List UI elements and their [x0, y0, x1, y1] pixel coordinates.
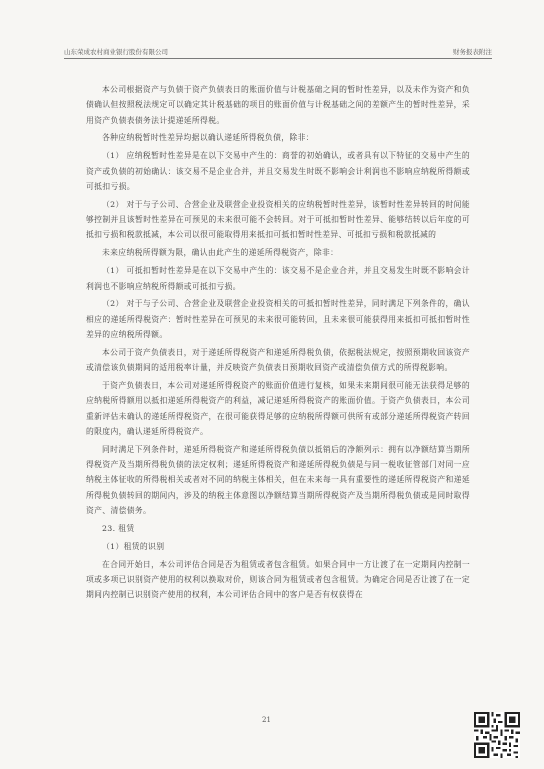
paragraph: （1） 可抵扣暂时性差异是在以下交易中产生的：该交易不是企业合并，并且交易发生时既不影响会计利润也不影响应纳税所得额或可抵扣亏损。: [86, 266, 470, 291]
paragraph: （2） 对于与子公司、合营企业及联营企业投资相关的应纳税暂时性差异，该暂时性差异转回的时间能够控制并且该暂时性差异在可预见的未来很可能不会转回。对于可抵扣暂时性差异、能够结转以后年度的可抵扣亏损和税款抵减，本公司以很可能取得用来抵扣可抵扣暂时性差异、可抵扣亏损和税款抵减的: [86, 199, 470, 240]
page-header: [64, 44, 492, 59]
page-number: 21: [262, 716, 271, 724]
paragraph: 本公司于资产负债表日，对于递延所得税资产和递延所得税负债，依据税法规定，按照预期收回该资产或清偿该负债期间的适用税率计量，并反映资产负债表日预期收回资产或清偿负债方式的所得税影响。: [86, 347, 470, 373]
document-body: [86, 82, 470, 605]
section-heading: 23. 租赁: [102, 523, 135, 533]
paragraph: （2） 对于与子公司、合营企业及联营企业投资相关的可抵扣暂时性差异，同时满足下列条件的，确认相应的递延所得税资产：暂时性差异在可预见的未来很可能转回，且未来很可能获得用来抵扣可抵扣暂时性差异的应纳税所得额。: [86, 299, 470, 340]
paragraph: （1） 应纳税暂时性差异是在以下交易中产生的：商誉的初始确认，或者具有以下特征的交易中产生的资产或负债的初始确认：该交易不是企业合并，并且交易发生时既不影响会计利润也不影响应纳税所得额或可抵扣亏损。: [86, 151, 470, 191]
paragraph: 在合同开始日，本公司评估合同是否为租赁或者包含租赁。如果合同中一方让渡了在一定期间内控制一项或多项已识别资产使用的权利以换取对价，则该合同为租赁或者包含租赁。为确定合同是否让渡了在一定期间内控制已识别资产使用的权利，本公司评估合同中的客户是否有权获得在: [86, 559, 470, 600]
paragraph: 各种应纳税暂时性差异均据以确认递延所得税负债，除非：: [102, 133, 314, 143]
paragraph: 未来应纳税所得额为限，确认由此产生的递延所得税资产，除非：: [102, 248, 339, 258]
company-name: 山东荣成农村商业银行股份有限公司: [64, 48, 168, 56]
paragraph: 同时满足下列条件时，递延所得税资产和递延所得税负债以抵销后的净额列示：拥有以净额结算当期所得税资产及当期所得税负债的法定权利；递延所得税资产和递延所得税负债是与同一税收征管部门对同一应纳税主体征收的所得税相关或者对不同的纳税主体相关，但在未来每一具有重要性的递延所得税资产和递延所得税负债转回的期间内，涉及的纳税主体意图以净额结算当期所得税资产及当期所得税负债或是同时取得资产、清偿债务。: [86, 444, 470, 516]
paragraph: 于资产负债表日，本公司对递延所得税资产的账面价值进行复核，如果未来期间很可能无法获得足够的应纳税所得额用以抵扣递延所得税资产的利益，减记递延所得税资产的账面价值。于资产负债表日，本公司重新评估未确认的递延所得税资产，在很可能获得足够的应纳税所得额可供所有或部分递延所得税资产转回的限度内，确认递延所得税资产。: [86, 381, 470, 436]
subsection-heading: （1）租赁的识别: [102, 541, 165, 551]
paragraph: 本公司根据资产与负债于资产负债表日的账面价值与计税基础之间的暂时性差异，以及未作为资产和负债确认但按照税法规定可以确定其计税基础的项目的账面价值与计税基础之间的差额产生的暂时性差异，采用资产负债表债务法计提递延所得税。: [86, 85, 470, 125]
section-title: 财务报表附注: [453, 48, 492, 56]
qr-code-icon: [474, 712, 520, 758]
